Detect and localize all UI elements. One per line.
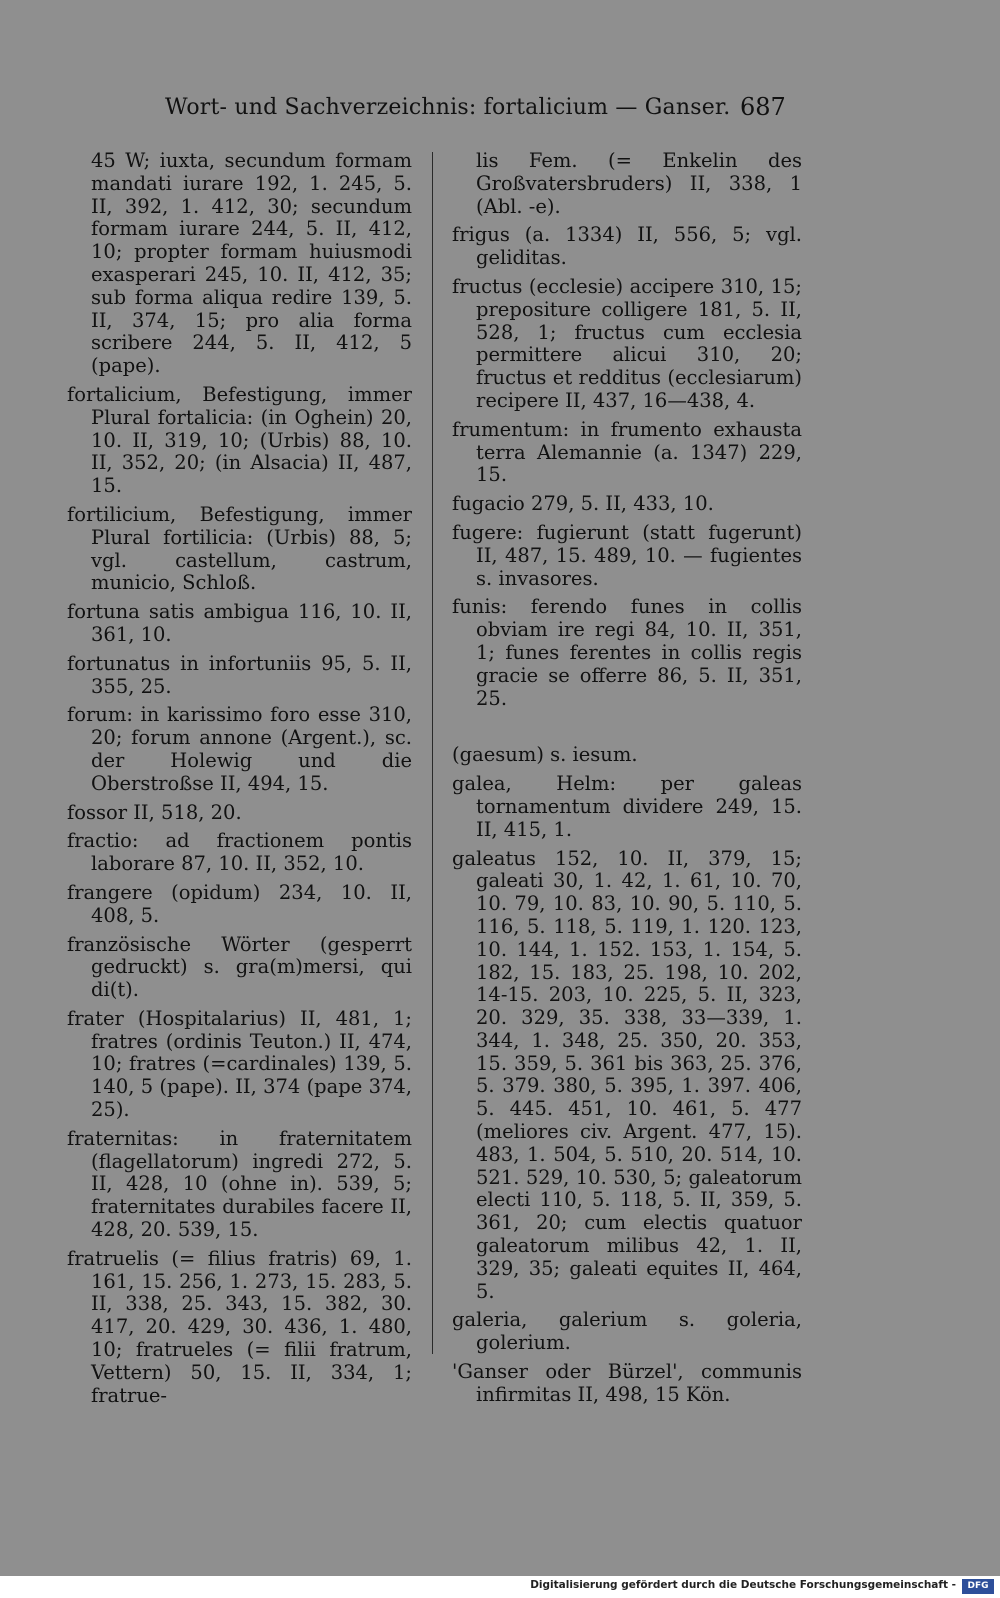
left-column [67,150,412,1413]
index-entry: fraternitas: in fraternitatem (flagellatorum) ingredi 272, 5. II, 428, 10 (ohne in). 539, 5; fraternitates durabiles facere II, 428, 20. 539, 15. [67,1126,412,1242]
page-header [0,95,1000,127]
index-entry: fossor II, 518, 20. [67,800,242,824]
dfg-logo-icon: DFG [962,1579,994,1594]
index-entry: 45 W; iuxta, secundum formam mandati iurare 192, 1. 245, 5. II, 392, 1. 412, 30; secundum formam iurare 244, 5. II, 412, 10; propter formam huiusmodi exasperari 245, 10. II, 412, 35; sub forma aliqua redire 139, 5. II, 374, 15; pro alia forma scribere 244, 5. II, 412, 5 (pape). [91,149,412,378]
index-entry: fratruelis (= filius fratris) 69, 1. 161, 15. 256, 1. 273, 15. 283, 5. II, 338, 25. 343, 15. 382, 30. 417, 20. 429, 30. 436, 1. 480, 10; fratrueles (= filii fratrum, Vettern) 50, 15. II, 334, 1; fratrue- [67,1246,412,1407]
index-entry: lis Fem. (= Enkelin des Großvatersbruders) II, 338, 1 (Abl. -e). [476,149,802,218]
index-entry: frater (Hospitalarius) II, 481, 1; fratres (ordinis Teuton.) II, 474, 10; fratres (=cardinales) 139, 5. 140, 5 (pape). II, 374 (pape 374, 25). [67,1006,412,1122]
index-entry: forum: in karissimo foro esse 310, 20; forum annone (Argent.), sc. der Holewig und die Oberstroßse II, 494, 15. [67,703,412,795]
index-entry: galeatus 152, 10. II, 379, 15; galeati 30, 1. 42, 1. 61, 10. 70, 10. 79, 10. 83, 10. 90, 5. 110, 5. 116, 5. 118, 5. 119, 1. 120. 123, 10. 144, 1. 152. 153, 1. 154, 5. 182, 15. 183, 25. 198, 10. 202, 14-15. 203, 10. 225, 5. II, 323, 20. 329, 35. 338, 33—339, 1. 344, 1. 348, 25. 350, 20. 353, 15. 359, 5. 361 bis 363, 25. 376, 5. 379. 380, 5. 395, 1. 397. 406, 5. 445. 451, 10. 461, 5. 477 (meliores civ. Argent. 477, 15). 483, 1. 504, 5. 510, 20. 514, 10. 521. 529, 10. 530, 5; galeatorum electi 110, 5. 118, 5. II, 359, 5. 361, 20; cum electis quatuor galeatorum milibus 42, 1. II, 329, 35; galeati equites II, 464, 5. [452,846,802,1303]
index-entry: frigus (a. 1334) II, 556, 5; vgl. geliditas. [452,223,802,270]
index-entry: fortunatus in infortuniis 95, 5. II, 355, 25. [67,651,412,698]
page-number: 687 [740,93,786,121]
index-entry: fortuna satis ambigua 116, 10. II, 361, 10. [67,600,412,646]
digitization-footer [0,1576,1000,1598]
running-title: Wort- und Sachverzeichnis: fortalicium — Ganser. [165,95,731,120]
index-entry: fortalicium, Befestigung, immer Plural fortalicia: (in Oghein) 20, 10. II, 319, 10; (Urbis) 88, 10. II, 352, 20; (in Alsacia) II, 487, 15. [67,382,412,498]
section-gap [452,716,802,744]
index-entry: französische Wörter (gesperrt gedruckt) s. gra(m)mersi, qui di(t). [67,932,412,1002]
funding-notice: Digitalisierung gefördert durch die Deutsche Forschungsgemeinschaft - [530,1579,956,1591]
index-entry: fractio: ad fractionem pontis laborare 87, 10. II, 352, 10. [67,829,412,876]
index-entry: fructus (ecclesie) accipere 310, 15; prepositure colligere 181, 5. II, 528, 1; fructus cum ecclesia permittere alicui 310, 20; fructus et redditus (ecclesiarum) recipere II, 437, 16—438, 4. [452,274,802,412]
index-entry: funis: ferendo funes in collis obviam ire regi 84, 10. II, 351, 1; funes ferentes in collis regis gracie se offerre 86, 5. II, 351, 25. [452,595,802,710]
index-entry: fortilicium, Befestigung, immer Plural fortilicia: (Urbis) 88, 5; vgl. castellum, castrum, municio, Schloß. [67,502,412,595]
index-entry: fugere: fugierunt (statt fugerunt) II, 487, 15. 489, 10. — fugientes s. invasores. [452,520,802,590]
index-entry: fugacio 279, 5. II, 433, 10. [452,492,714,516]
index-entry: frumentum: in frumento exhausta terra Alemannie (a. 1347) 229, 15. [452,417,802,487]
index-entry: 'Ganser oder Bürzel', communis infirmitas II, 498, 15 Kön. [452,1360,802,1406]
index-entry: galeria, galerium s. goleria, golerium. [452,1308,802,1355]
right-column [452,150,802,1413]
column-divider [432,152,433,1354]
index-entry: galea, Helm: per galeas tornamentum dividere 249, 15. II, 415, 1. [452,772,802,841]
index-entry: frangere (opidum) 234, 10. II, 408, 5. [67,880,412,927]
index-entry: (gaesum) s. iesum. [452,743,638,767]
